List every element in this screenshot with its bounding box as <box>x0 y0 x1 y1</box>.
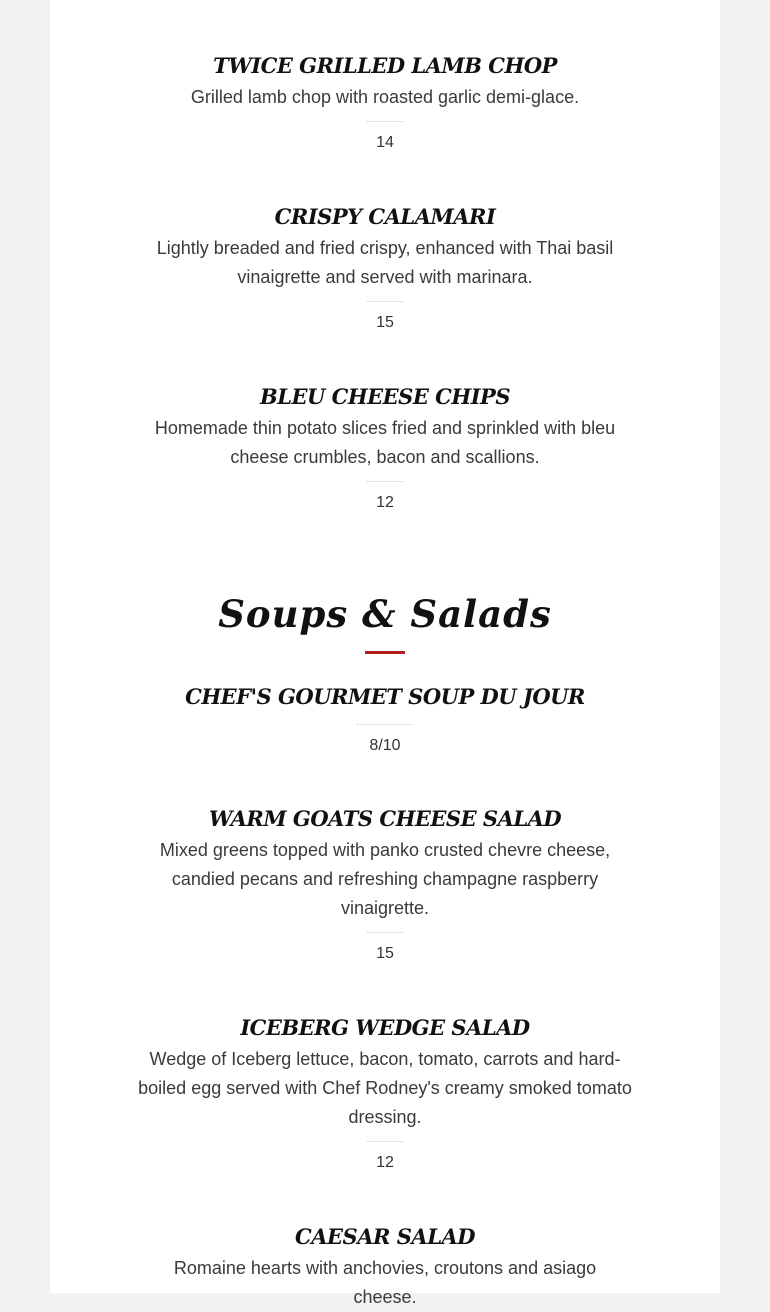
price-divider <box>367 1141 403 1142</box>
item-name: CRISPY CALAMARI <box>274 204 496 229</box>
item-name: WARM GOATS CHEESE SALAD <box>208 806 562 831</box>
item-name: TWICE GRILLED LAMB CHOP <box>213 53 557 78</box>
item-name: CHEF'S GOURMET SOUP DU JOUR <box>185 684 585 709</box>
price-divider <box>367 481 403 482</box>
price-divider <box>367 301 403 302</box>
item-description: Romaine hearts with anchovies, croutons and asiago cheese. <box>173 1258 597 1307</box>
item-price: 12 <box>376 1154 394 1171</box>
item-price: 8/10 <box>369 737 401 754</box>
item-description: Grilled lamb chop with roasted garlic demi-glace. <box>190 87 580 107</box>
menu-item-lamb-chop <box>50 52 720 154</box>
section-title: Soups & Salads <box>218 592 552 636</box>
item-description: Wedge of Iceberg lettuce, bacon, tomato, carrots and hard-boiled egg served with Chef Rodney's creamy smoked tomato dressing. <box>138 1049 632 1127</box>
menu-page <box>50 0 720 1307</box>
item-name: ICEBERG WEDGE SALAD <box>240 1015 530 1040</box>
price-divider <box>367 121 403 122</box>
section-header-soups-salads <box>50 591 720 654</box>
price-divider <box>367 932 403 933</box>
section-underline <box>365 651 405 654</box>
menu-item-bleu-cheese-chips <box>50 383 720 514</box>
item-name: CAESAR SALAD <box>295 1224 475 1249</box>
item-description: Mixed greens topped with panko crusted chevre cheese, candied pecans and refreshing champagne raspberry vinaigrette. <box>159 840 611 918</box>
item-description: Lightly breaded and fried crispy, enhanced with Thai basil vinaigrette and served with marinara. <box>156 238 614 287</box>
price-divider <box>357 724 413 725</box>
item-price: 12 <box>376 494 394 511</box>
item-price: 15 <box>376 945 394 962</box>
menu-item-crispy-calamari <box>50 203 720 334</box>
menu-item-soup-du-jour <box>50 683 720 757</box>
menu-item-warm-goats-cheese-salad <box>50 805 720 965</box>
menu-item-iceberg-wedge-salad <box>50 1014 720 1174</box>
item-price: 14 <box>376 134 394 151</box>
item-description: Homemade thin potato slices fried and sprinkled with bleu cheese crumbles, bacon and scallions. <box>154 418 616 467</box>
item-name: BLEU CHEESE CHIPS <box>259 384 511 409</box>
menu-item-caesar-salad <box>50 1223 720 1312</box>
item-price: 15 <box>376 314 394 331</box>
